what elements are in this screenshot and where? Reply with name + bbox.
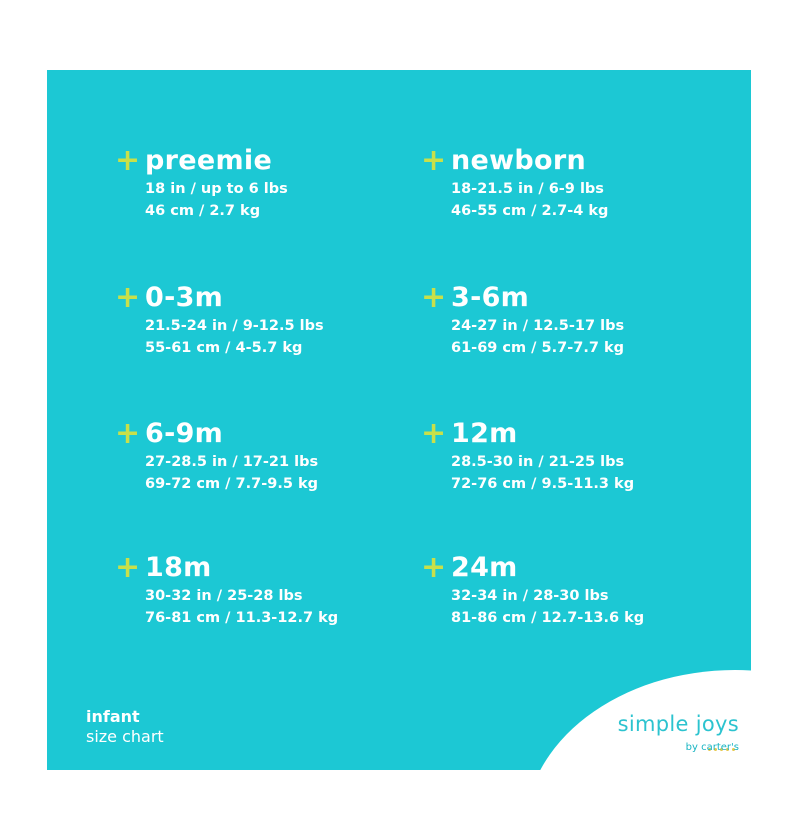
size-entry-18m [115, 551, 338, 629]
size-imperial: 24-27 in / 12.5-17 lbs [451, 318, 625, 334]
chart-caption [86, 707, 164, 747]
size-label: preemie [145, 145, 273, 176]
size-metric: 81-86 cm / 12.7-13.6 kg [451, 610, 645, 626]
size-label: 0-3m [145, 282, 224, 313]
size-heading [421, 281, 624, 315]
size-imperial: 30-32 in / 25-28 lbs [145, 588, 303, 604]
caption-subtitle: size chart [86, 727, 164, 746]
plus-icon: + [115, 550, 141, 585]
size-label: 3-6m [451, 282, 530, 313]
size-heading [115, 551, 338, 585]
plus-icon: + [421, 280, 447, 315]
size-metric: 55-61 cm / 4-5.7 kg [145, 340, 303, 356]
plus-icon: + [115, 280, 141, 315]
size-metric: 69-72 cm / 7.7-9.5 kg [145, 476, 318, 492]
size-label: 24m [451, 552, 518, 583]
size-imperial: 18-21.5 in / 6-9 lbs [451, 181, 604, 197]
size-imperial: 32-34 in / 28-30 lbs [451, 588, 609, 604]
size-heading [421, 551, 644, 585]
size-label: 6-9m [145, 418, 224, 449]
size-metric: 72-76 cm / 9.5-11.3 kg [451, 476, 635, 492]
plus-icon: + [115, 416, 141, 451]
size-label: newborn [451, 145, 586, 176]
size-heading [115, 417, 318, 451]
caption-title: infant [86, 707, 140, 726]
size-metric: 76-81 cm / 11.3-12.7 kg [145, 610, 339, 626]
size-entry-6-9m [115, 417, 318, 495]
size-chart-panel [47, 70, 751, 770]
size-metric: 61-69 cm / 5.7-7.7 kg [451, 340, 624, 356]
size-entry-preemie [115, 144, 288, 222]
size-metric: 46-55 cm / 2.7-4 kg [451, 203, 609, 219]
plus-icon: + [421, 416, 447, 451]
logo-byline: by carter's [685, 742, 739, 753]
brand-logo [569, 712, 739, 754]
size-heading [115, 281, 324, 315]
size-imperial: 28.5-30 in / 21-25 lbs [451, 454, 625, 470]
size-entry-24m [421, 551, 644, 629]
size-heading [421, 144, 608, 178]
logo-brand: simple joys [617, 712, 739, 736]
logo-dots-decoration [569, 736, 735, 740]
size-imperial: 21.5-24 in / 9-12.5 lbs [145, 318, 324, 334]
plus-icon: + [115, 143, 141, 178]
plus-icon: + [421, 143, 447, 178]
size-heading [421, 417, 634, 451]
plus-icon: + [421, 550, 447, 585]
size-entry-newborn [421, 144, 608, 222]
size-metric: 46 cm / 2.7 kg [145, 203, 261, 219]
size-label: 18m [145, 552, 212, 583]
size-entry-3-6m [421, 281, 624, 359]
size-entry-0-3m [115, 281, 324, 359]
size-imperial: 18 in / up to 6 lbs [145, 181, 288, 197]
size-heading [115, 144, 288, 178]
size-entry-12m [421, 417, 634, 495]
size-imperial: 27-28.5 in / 17-21 lbs [145, 454, 319, 470]
size-label: 12m [451, 418, 518, 449]
